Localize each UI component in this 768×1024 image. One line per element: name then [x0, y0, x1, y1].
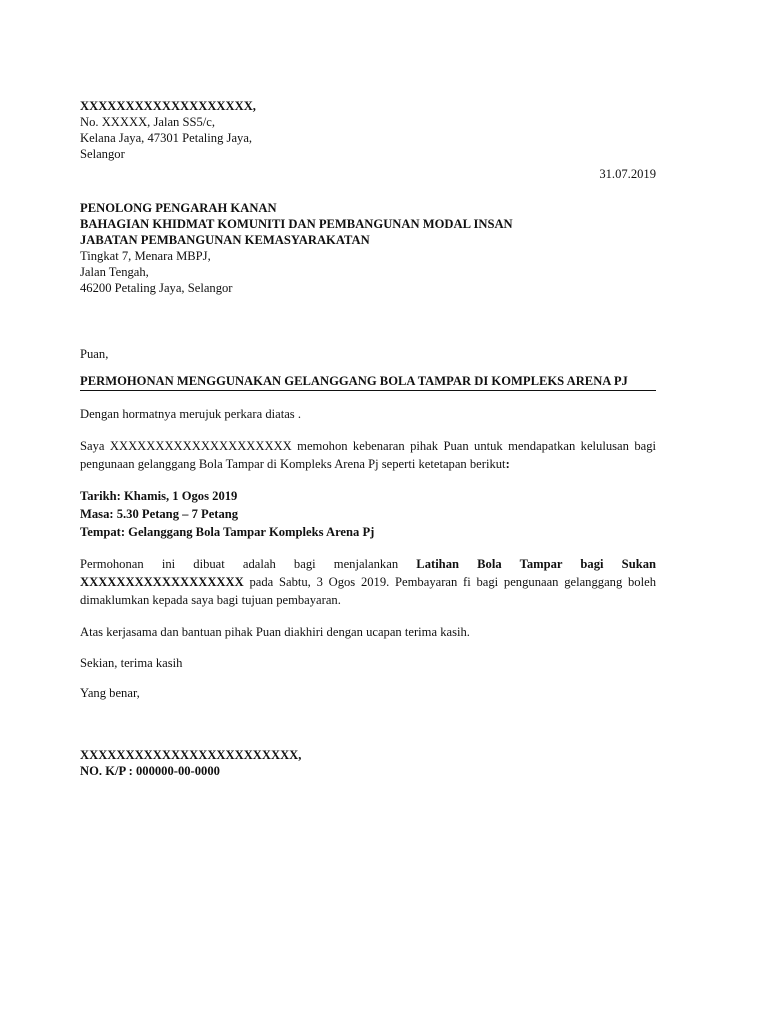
request-paragraph — [80, 437, 656, 473]
recipient-block — [80, 200, 656, 296]
recipient-address-line-2: Jalan Tengah, — [80, 265, 149, 279]
recipient-address-line-1: Tingkat 7, Menara MBPJ, — [80, 249, 211, 263]
sender-address-line-2: Kelana Jaya, 47301 Petaling Jaya, — [80, 131, 253, 145]
request-colon: : — [505, 457, 510, 471]
booking-details — [80, 487, 656, 541]
recipient-address-line-3: 46200 Petaling Jaya, Selangor — [80, 281, 233, 295]
request-text: Saya XXXXXXXXXXXXXXXXXXXX memohon kebenaran pihak Puan untuk mendapatkan kelulusan bagi pengunaan gelanggang Bola Tampar di Kompleks Arena Pj seperti ketetapan berikut — [80, 439, 656, 471]
letter-date: 31.07.2019 — [599, 167, 656, 181]
sender-address-line-3: Selangor — [80, 147, 125, 161]
detail-venue: Tempat: Gelanggang Bola Tampar Kompleks Arena Pj — [80, 525, 375, 539]
detail-date: Tarikh: Khamis, 1 Ogos 2019 — [80, 489, 238, 503]
closing-line: Sekian, terima kasih — [80, 656, 183, 670]
sign-off: Yang benar, — [80, 686, 140, 700]
signature-block — [80, 747, 656, 779]
signature-name: XXXXXXXXXXXXXXXXXXXXXXXX, — [80, 748, 302, 762]
detail-time: Masa: 5.30 Petang – 7 Petang — [80, 507, 239, 521]
purpose-tail: pada Sabtu, 3 Ogos 2019. Pembayaran fi bagi pengunaan gelanggang boleh dimaklumkan kepada saya bagi tujuan pembayaran. — [80, 575, 656, 607]
signature-ic-number: NO. K/P : 000000-00-0000 — [80, 764, 220, 778]
recipient-department: JABATAN PEMBANGUNAN KEMASYARAKATAN — [80, 233, 370, 247]
letter-page — [80, 98, 656, 779]
thanks-paragraph: Atas kerjasama dan bantuan pihak Puan diakhiri dengan ucapan terima kasih. — [80, 625, 470, 639]
recipient-title: PENOLONG PENGARAH KANAN — [80, 201, 277, 215]
recipient-division: BAHAGIAN KHIDMAT KOMUNITI DAN PEMBANGUNAN MODAL INSAN — [80, 217, 513, 231]
purpose-event: Latihan Bola Tampar bagi Sukan XXXXXXXXXXXXXXXXXX — [80, 557, 656, 589]
letter-subject: PERMOHONAN MENGGUNAKAN GELANGGANG BOLA TAMPAR DI KOMPLEKS ARENA PJ — [80, 374, 656, 391]
purpose-paragraph — [80, 555, 656, 609]
sender-name: XXXXXXXXXXXXXXXXXXX, — [80, 99, 256, 113]
sender-block — [80, 98, 656, 162]
opening-paragraph: Dengan hormatnya merujuk perkara diatas . — [80, 407, 302, 421]
salutation: Puan, — [80, 347, 109, 361]
purpose-lead: Permohonan ini dibuat adalah bagi menjalankan — [80, 557, 399, 571]
sender-address-line-1: No. XXXXX, Jalan SS5/c, — [80, 115, 216, 129]
